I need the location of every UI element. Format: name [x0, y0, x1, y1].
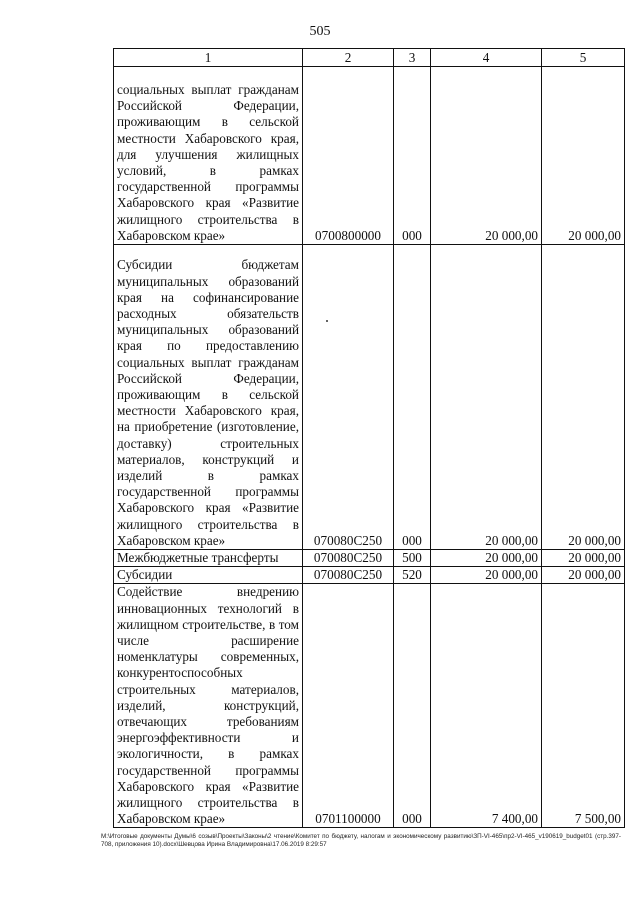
column-header: 5 — [542, 49, 625, 67]
row-expense-type: 000 — [394, 584, 431, 828]
row-description: Содействие внедрению инновационных технологий в жилищном строительстве, в том числе расширение номенклатуры современных, конкурентоспособных строительных материалов, изделий, конструкций, отвечающих требованиям энергоэффективности и экологичности, в рамках государственной программы Хабаровского края «Развитие жилищного строительства в Хабаровском крае» — [114, 584, 303, 828]
budget-table — [113, 48, 625, 828]
row-expense-type: 000 — [394, 245, 431, 550]
table-row — [114, 567, 625, 584]
document-path-footer: М:\Итоговые документы Думы\6 созыв\Проекты\Законы\2 чтение\Комитет по бюджету, налогам и экономическому развитию\ЗП-VI-465\пр2-VI-465_v190619_budget01 (стр.397-708, приложения 10).docx\Шевцова Ирина Владимировна\17.06.2019 8:29:57 — [101, 833, 621, 848]
column-header: 1 — [114, 49, 303, 67]
row-description: Межбюджетные трансферты — [114, 550, 303, 567]
row-sum-year2: 20 000,00 — [542, 245, 625, 550]
column-header: 4 — [431, 49, 542, 67]
row-expense-type: 500 — [394, 550, 431, 567]
row-target-code: 070080С250 — [303, 550, 394, 567]
row-target-code: 0701100000 — [303, 584, 394, 828]
table-row — [114, 245, 625, 550]
row-sum-year2: 7 500,00 — [542, 584, 625, 828]
table-header-row — [114, 49, 625, 67]
column-header: 3 — [394, 49, 431, 67]
row-expense-type: 000 — [394, 67, 431, 245]
row-sum-year1: 20 000,00 — [431, 245, 542, 550]
row-sum-year2: 20 000,00 — [542, 567, 625, 584]
row-sum-year2: 20 000,00 — [542, 67, 625, 245]
row-sum-year1: 20 000,00 — [431, 67, 542, 245]
table-row — [114, 67, 625, 245]
row-sum-year1: 20 000,00 — [431, 567, 542, 584]
table-row — [114, 584, 625, 828]
row-description: Субсидии — [114, 567, 303, 584]
column-header: 2 — [303, 49, 394, 67]
row-description: Субсидии бюджетам муниципальных образований края на софинансирование расходных обязательств муниципальных образований края по предоставлению социальных выплат гражданам Российской Федерации, проживающим в сельской местности Хабаровского края, на приобретение (изготовление, доставку) строительных материалов, конструкций и изделий в рамках государственной программы Хабаровского края «Развитие жилищного строительства в Хабаровском крае» — [114, 245, 303, 550]
row-description: социальных выплат гражданам Российской Федерации, проживающим в сельской местности Хабаровского края, для улучшения жилищных условий, в рамках государственной программы Хабаровского края «Развитие жилищного строительства в Хабаровском крае» — [114, 67, 303, 245]
row-target-code: 070080С250 — [303, 245, 394, 550]
page-number: 505 — [309, 24, 331, 39]
scan-speck — [326, 320, 328, 322]
row-target-code: 0700800000 — [303, 67, 394, 245]
row-target-code: 070080С250 — [303, 567, 394, 584]
row-sum-year1: 7 400,00 — [431, 584, 542, 828]
table-row — [114, 550, 625, 567]
row-sum-year1: 20 000,00 — [431, 550, 542, 567]
row-sum-year2: 20 000,00 — [542, 550, 625, 567]
row-expense-type: 520 — [394, 567, 431, 584]
